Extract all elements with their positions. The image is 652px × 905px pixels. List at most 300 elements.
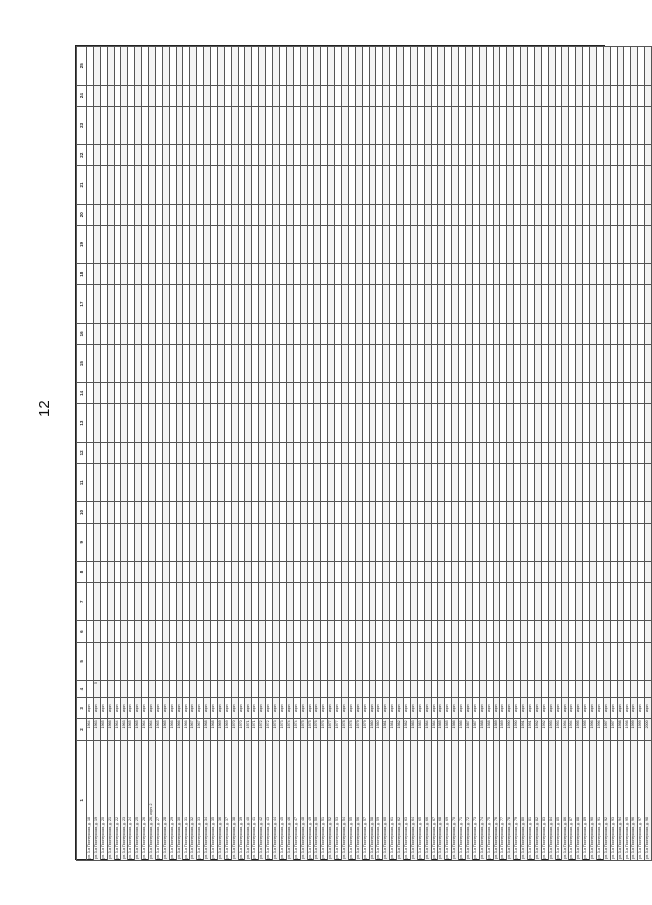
- table-cell: [438, 106, 445, 144]
- table-cell: [569, 464, 576, 502]
- table-cell: [142, 464, 149, 502]
- address-cell: ул. 3-я Пионерская, д. 78: [507, 740, 514, 860]
- table-cell: [403, 204, 410, 225]
- table-cell: [548, 145, 555, 166]
- table-cell: [610, 642, 617, 680]
- table-cell: [169, 145, 176, 166]
- table-cell: [149, 225, 156, 263]
- table-cell: [645, 621, 652, 642]
- table-row: [224, 47, 231, 861]
- table-cell: [486, 285, 493, 323]
- table-cell: [231, 442, 238, 463]
- table-cell: [465, 523, 472, 561]
- table-cell: [617, 621, 624, 642]
- table-cell: [631, 106, 638, 144]
- table-cell: [190, 464, 197, 502]
- table-row: [390, 47, 397, 861]
- table-cell: [259, 561, 266, 582]
- table-cell: [135, 47, 142, 86]
- table-cell: [465, 166, 472, 204]
- table-cell: кирп: [410, 698, 417, 719]
- table-cell: кирп: [562, 698, 569, 719]
- table-cell: [500, 285, 507, 323]
- table-cell: кирп: [576, 698, 583, 719]
- address-cell: ул. 3-я Пионерская, д. 52: [328, 740, 335, 860]
- table-cell: [259, 502, 266, 523]
- table-cell: [211, 383, 218, 404]
- table-cell: [555, 681, 562, 698]
- table-cell: 1976: [314, 719, 321, 740]
- table-cell: [403, 502, 410, 523]
- table-cell: [390, 442, 397, 463]
- table-cell: [583, 145, 590, 166]
- table-cell: [514, 404, 521, 442]
- table-cell: [410, 681, 417, 698]
- column-header: 17: [77, 285, 87, 323]
- table-cell: 1969: [217, 719, 224, 740]
- table-cell: [590, 145, 597, 166]
- table-cell: [314, 523, 321, 561]
- table-cell: [300, 404, 307, 442]
- column-header: 1: [77, 740, 87, 860]
- table-cell: [638, 145, 645, 166]
- table-cell: [121, 442, 128, 463]
- table-cell: 1990: [507, 719, 514, 740]
- table-cell: [638, 204, 645, 225]
- table-cell: [286, 383, 293, 404]
- table-cell: 1990: [514, 719, 521, 740]
- table-cell: [335, 225, 342, 263]
- table-cell: [390, 502, 397, 523]
- table-cell: [121, 145, 128, 166]
- table-cell: [128, 323, 135, 344]
- table-cell: [603, 621, 610, 642]
- table-cell: [465, 204, 472, 225]
- table-cell: [87, 642, 94, 680]
- table-cell: [183, 404, 190, 442]
- table-cell: [114, 85, 121, 106]
- table-cell: [142, 404, 149, 442]
- table-cell: [169, 621, 176, 642]
- table-cell: [390, 404, 397, 442]
- table-cell: [231, 145, 238, 166]
- table-cell: [541, 442, 548, 463]
- table-cell: [224, 464, 231, 502]
- table-cell: [128, 166, 135, 204]
- table-cell: 1979: [362, 719, 369, 740]
- table-cell: [107, 166, 114, 204]
- table-cell: [279, 106, 286, 144]
- table-cell: [479, 642, 486, 680]
- table-cell: [279, 85, 286, 106]
- table-cell: [528, 145, 535, 166]
- table-cell: [534, 442, 541, 463]
- table-cell: [507, 344, 514, 382]
- table-cell: [300, 145, 307, 166]
- table-cell: [521, 204, 528, 225]
- table-cell: [410, 383, 417, 404]
- table-cell: 1974: [286, 719, 293, 740]
- table-cell: [645, 166, 652, 204]
- table-cell: [204, 583, 211, 621]
- table-cell: [307, 442, 314, 463]
- table-cell: [224, 621, 231, 642]
- table-cell: [507, 561, 514, 582]
- table-cell: [286, 442, 293, 463]
- table-cell: [142, 344, 149, 382]
- table-cell: 1982: [403, 719, 410, 740]
- table-cell: 1982: [397, 719, 404, 740]
- table-cell: [128, 145, 135, 166]
- table-cell: [583, 264, 590, 285]
- table-cell: [362, 442, 369, 463]
- table-cell: [142, 47, 149, 86]
- address-cell: ул. 3-я Пионерская, д. 88: [576, 740, 583, 860]
- table-cell: [169, 204, 176, 225]
- table-cell: [369, 404, 376, 442]
- table-cell: [624, 442, 631, 463]
- table-cell: [576, 404, 583, 442]
- table-cell: [149, 502, 156, 523]
- table-row: [369, 47, 376, 861]
- table-cell: [348, 523, 355, 561]
- table-cell: [486, 523, 493, 561]
- table-cell: [245, 166, 252, 204]
- table-cell: [149, 404, 156, 442]
- table-cell: [417, 225, 424, 263]
- table-cell: [403, 561, 410, 582]
- table-cell: [528, 225, 535, 263]
- table-cell: 1979: [355, 719, 362, 740]
- table-cell: [259, 523, 266, 561]
- table-cell: [603, 442, 610, 463]
- table-row: [465, 47, 472, 861]
- table-cell: [162, 344, 169, 382]
- table-cell: [87, 464, 94, 502]
- table-cell: [252, 502, 259, 523]
- table-cell: кирп: [217, 698, 224, 719]
- table-cell: кирп: [100, 698, 107, 719]
- table-cell: [617, 442, 624, 463]
- table-cell: [376, 681, 383, 698]
- table-cell: [286, 264, 293, 285]
- table-cell: кирп: [431, 698, 438, 719]
- table-cell: [528, 285, 535, 323]
- table-cell: [431, 166, 438, 204]
- table-cell: [183, 502, 190, 523]
- table-cell: [142, 85, 149, 106]
- table-cell: [87, 583, 94, 621]
- table-cell: [397, 106, 404, 144]
- address-cell: ул. 3-я Пионерская, д. 92: [603, 740, 610, 860]
- table-cell: [410, 442, 417, 463]
- address-cell: ул. 3-я Пионерская, д. 33: [197, 740, 204, 860]
- table-cell: [224, 642, 231, 680]
- table-cell: [238, 106, 245, 144]
- table-cell: [341, 621, 348, 642]
- table-cell: [307, 464, 314, 502]
- table-cell: [596, 583, 603, 621]
- table-cell: [238, 583, 245, 621]
- table-cell: [100, 383, 107, 404]
- table-cell: [638, 442, 645, 463]
- table-cell: [472, 681, 479, 698]
- table-cell: [149, 323, 156, 344]
- address-cell: ул. 3-я Пионерская, д. 71: [459, 740, 466, 860]
- table-cell: [142, 264, 149, 285]
- table-cell: 1997: [610, 719, 617, 740]
- table-row: [472, 47, 479, 861]
- table-cell: [417, 323, 424, 344]
- table-cell: [279, 204, 286, 225]
- table-cell: [534, 502, 541, 523]
- table-cell: [224, 166, 231, 204]
- table-cell: [583, 285, 590, 323]
- table-cell: [383, 404, 390, 442]
- table-cell: [541, 621, 548, 642]
- table-cell: [293, 344, 300, 382]
- table-cell: кирп: [169, 698, 176, 719]
- table-cell: [638, 85, 645, 106]
- table-cell: [100, 502, 107, 523]
- table-cell: [204, 561, 211, 582]
- table-cell: [479, 404, 486, 442]
- table-cell: [596, 621, 603, 642]
- table-cell: [576, 225, 583, 263]
- table-cell: [452, 204, 459, 225]
- table-cell: 1965: [100, 719, 107, 740]
- table-cell: [472, 285, 479, 323]
- table-cell: [397, 344, 404, 382]
- table-row: [603, 47, 610, 861]
- table-row: [328, 47, 335, 861]
- table-cell: [631, 264, 638, 285]
- table-row: [362, 47, 369, 861]
- table-cell: [321, 583, 328, 621]
- table-cell: [514, 442, 521, 463]
- table-cell: 1973: [273, 719, 280, 740]
- table-cell: [362, 583, 369, 621]
- table-cell: [100, 285, 107, 323]
- table-cell: [465, 344, 472, 382]
- table-cell: [438, 464, 445, 502]
- table-cell: [438, 264, 445, 285]
- table-cell: [410, 502, 417, 523]
- table-cell: 1986: [452, 719, 459, 740]
- table-cell: [576, 523, 583, 561]
- address-cell: ул. 3-я Пионерская, д. 74: [479, 740, 486, 860]
- table-cell: [528, 681, 535, 698]
- table-cell: [534, 204, 541, 225]
- table-row: [631, 47, 638, 861]
- table-cell: [521, 323, 528, 344]
- table-cell: [162, 561, 169, 582]
- table-cell: [321, 502, 328, 523]
- table-cell: кирп: [465, 698, 472, 719]
- table-cell: [135, 583, 142, 621]
- table-cell: [465, 583, 472, 621]
- table-cell: [273, 166, 280, 204]
- table-cell: [645, 285, 652, 323]
- table-cell: [231, 166, 238, 204]
- table-cell: [328, 47, 335, 86]
- table-cell: [376, 523, 383, 561]
- table-cell: [107, 523, 114, 561]
- table-cell: [500, 145, 507, 166]
- table-cell: кирп: [479, 698, 486, 719]
- table-cell: [155, 204, 162, 225]
- table-cell: [521, 264, 528, 285]
- table-cell: [107, 464, 114, 502]
- table-cell: [300, 681, 307, 698]
- table-cell: [121, 502, 128, 523]
- address-cell: ул. 3-я Пионерская, д. 87: [569, 740, 576, 860]
- table-cell: [224, 264, 231, 285]
- table-cell: [142, 442, 149, 463]
- table-row: [149, 47, 156, 861]
- table-cell: [169, 225, 176, 263]
- table-cell: [245, 323, 252, 344]
- table-cell: [390, 225, 397, 263]
- table-cell: [93, 502, 100, 523]
- address-cell: ул. 3-я Пионерская, д. 41: [252, 740, 259, 860]
- table-cell: [162, 642, 169, 680]
- table-cell: [376, 404, 383, 442]
- table-row: [569, 47, 576, 861]
- table-cell: [348, 583, 355, 621]
- table-cell: [252, 344, 259, 382]
- table-row: [431, 47, 438, 861]
- table-cell: [321, 344, 328, 382]
- table-cell: [631, 204, 638, 225]
- page-number: 12: [36, 400, 53, 417]
- table-cell: [211, 561, 218, 582]
- table-cell: [114, 642, 121, 680]
- table-cell: [328, 442, 335, 463]
- table-cell: [259, 204, 266, 225]
- column-header: 7: [77, 583, 87, 621]
- table-cell: [279, 145, 286, 166]
- table-cell: [369, 502, 376, 523]
- table-cell: [617, 285, 624, 323]
- table-cell: [555, 642, 562, 680]
- table-cell: [87, 264, 94, 285]
- table-cell: [555, 442, 562, 463]
- table-cell: [369, 344, 376, 382]
- table-cell: [596, 523, 603, 561]
- table-cell: [603, 344, 610, 382]
- table-cell: [424, 464, 431, 502]
- table-cell: [314, 502, 321, 523]
- table-cell: [314, 383, 321, 404]
- table-cell: [121, 264, 128, 285]
- table-cell: [507, 106, 514, 144]
- table-cell: [321, 47, 328, 86]
- table-cell: [135, 85, 142, 106]
- table-row: [266, 47, 273, 861]
- table-cell: [624, 404, 631, 442]
- table-cell: [590, 383, 597, 404]
- table-cell: кирп: [376, 698, 383, 719]
- table-cell: [548, 404, 555, 442]
- table-cell: 5: [93, 681, 100, 698]
- table-cell: [583, 106, 590, 144]
- address-cell: ул. 3-я Пионерская, д. 57: [362, 740, 369, 860]
- table-cell: [211, 47, 218, 86]
- table-cell: [465, 264, 472, 285]
- table-cell: [114, 264, 121, 285]
- table-cell: [169, 561, 176, 582]
- table-row: [121, 47, 128, 861]
- table-cell: [452, 561, 459, 582]
- table-cell: 1965: [135, 719, 142, 740]
- table-cell: [534, 264, 541, 285]
- table-cell: [162, 383, 169, 404]
- table-cell: [155, 225, 162, 263]
- table-cell: [121, 561, 128, 582]
- table-cell: [128, 106, 135, 144]
- table-cell: [107, 323, 114, 344]
- address-cell: ул. 3-я Пионерская, д. 31: [183, 740, 190, 860]
- table-cell: [397, 561, 404, 582]
- table-cell: [459, 344, 466, 382]
- table-cell: [521, 285, 528, 323]
- column-header: 2: [77, 719, 87, 740]
- table-cell: [190, 383, 197, 404]
- table-cell: [293, 561, 300, 582]
- table-cell: [211, 642, 218, 680]
- table-cell: [528, 106, 535, 144]
- table-cell: [397, 621, 404, 642]
- table-cell: [445, 642, 452, 680]
- table-cell: [645, 442, 652, 463]
- table-cell: [521, 404, 528, 442]
- table-cell: [204, 106, 211, 144]
- table-cell: [190, 561, 197, 582]
- table-cell: [514, 106, 521, 144]
- table-cell: [645, 681, 652, 698]
- table-cell: [369, 285, 376, 323]
- table-row: [534, 47, 541, 861]
- table-cell: [576, 166, 583, 204]
- table-cell: [197, 681, 204, 698]
- table-cell: [335, 285, 342, 323]
- table-cell: [583, 583, 590, 621]
- table-cell: [273, 323, 280, 344]
- table-cell: 1986: [459, 719, 466, 740]
- table-cell: [128, 204, 135, 225]
- table-cell: [631, 583, 638, 621]
- table-cell: [486, 681, 493, 698]
- table-cell: [279, 502, 286, 523]
- table-cell: [279, 583, 286, 621]
- table-cell: [390, 264, 397, 285]
- address-cell: ул. 3-я Пионерская, д. 39: [238, 740, 245, 860]
- table-cell: [155, 442, 162, 463]
- table-cell: [507, 681, 514, 698]
- table-cell: [472, 583, 479, 621]
- table-cell: [472, 344, 479, 382]
- table-cell: кирп: [328, 698, 335, 719]
- table-cell: [307, 583, 314, 621]
- table-cell: [335, 166, 342, 204]
- table-cell: [486, 621, 493, 642]
- table-cell: [397, 85, 404, 106]
- table-cell: [590, 166, 597, 204]
- table-cell: [541, 85, 548, 106]
- table-cell: [266, 383, 273, 404]
- table-cell: [204, 464, 211, 502]
